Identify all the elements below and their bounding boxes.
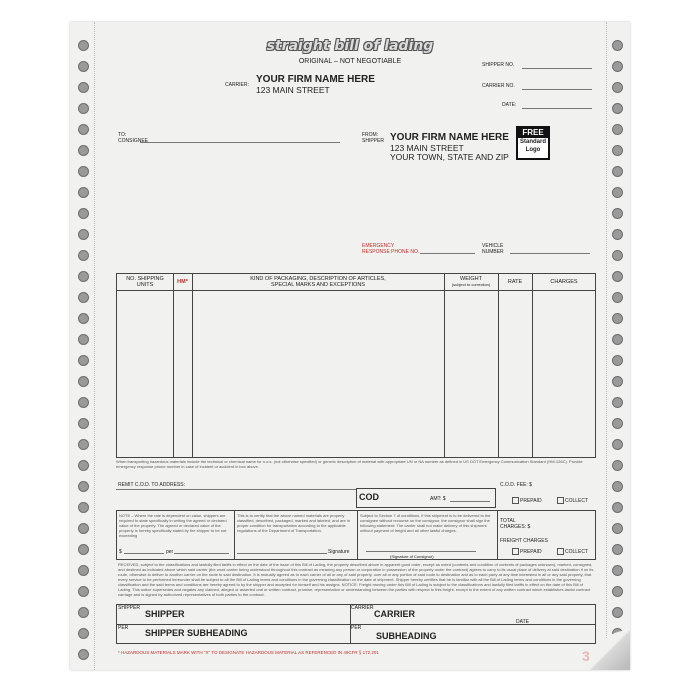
left-feed-hole <box>78 418 89 429</box>
right-feed-hole <box>612 355 623 366</box>
left-feed-hole <box>78 586 89 597</box>
hazmat-footnote: * HAZARDOUS MATERIALS MARK WITH "X" TO DESIGNATE HAZARDOUS MATERIAL AS REFERENCED IN 49CFR § 172.201 <box>118 650 379 655</box>
right-feed-hole <box>612 124 623 135</box>
col-header-weight: WEIGHT (subject to correction) <box>451 276 491 287</box>
right-feed-hole <box>612 502 623 513</box>
freight-prepaid-box[interactable] <box>512 548 519 555</box>
section7-text: Subject to Section 7 of conditions, if this shipment is to be delivered to the consignee without recourse on the consignor, the consignor shall sign the following statement: The carrier shall not make delivery of this shipment without payment of freight and all other lawful charges. <box>360 513 491 533</box>
consignor-signature-label: (Signature of Consignor) <box>390 554 434 559</box>
right-feed-hole <box>612 397 623 408</box>
per-line[interactable] <box>174 553 229 554</box>
per-label: per <box>166 549 174 555</box>
carrier-no-label: CARRIER NO. <box>482 83 515 89</box>
cod-label: COD <box>359 492 379 502</box>
cod-fee-collect-box[interactable] <box>557 497 564 504</box>
left-feed-hole <box>78 271 89 282</box>
left-feed-hole <box>78 460 89 471</box>
left-feed-hole <box>78 250 89 261</box>
cod-fee-prepaid-box[interactable] <box>512 497 519 504</box>
right-feed-hole <box>612 460 623 471</box>
left-feed-hole <box>78 355 89 366</box>
right-feed-hole <box>612 376 623 387</box>
col-header-charges: CHARGES <box>550 279 578 285</box>
col-header-rate: RATE <box>507 279 523 285</box>
right-feed-hole <box>612 313 623 324</box>
vehicle-label-2: NUMBER <box>482 249 504 255</box>
left-feed-hole <box>78 313 89 324</box>
from-shipper-label: SHIPPER <box>362 138 384 144</box>
from-street: 123 MAIN STREET <box>390 143 464 153</box>
left-feed-hole <box>78 544 89 555</box>
left-perforation <box>94 22 95 670</box>
carrier-block-value: CARRIER <box>374 609 416 619</box>
logo-free-text: FREE <box>518 128 548 138</box>
cod-amount-label: AMT: $ <box>430 496 446 502</box>
left-feed-hole <box>78 649 89 660</box>
right-feed-hole <box>612 334 623 345</box>
right-feed-hole <box>612 103 623 114</box>
left-feed-hole <box>78 334 89 345</box>
cod-fee-label: C.O.D. FEE: $ <box>500 482 532 488</box>
carrier-date-label: DATE <box>516 619 529 625</box>
to-label: TO: <box>118 132 127 138</box>
right-feed-hole <box>612 586 623 597</box>
right-feed-hole <box>612 166 623 177</box>
freight-prepaid: PREPAID <box>520 549 542 555</box>
shipper-block-value: SHIPPER <box>145 609 185 619</box>
freight-collect: COLLECT <box>565 549 589 555</box>
left-feed-hole <box>78 187 89 198</box>
hazmat-note: When transporting hazardous materials include the technical or chemical name for n.o.s. (not otherwise specified) or generic description of material with appropriate UN or NA number as defined in US DOT Emergency Communication Standard (HM-126C). Provide emergency response phone number in case of incident or accident in box above. <box>116 459 583 469</box>
right-feed-hole <box>612 208 623 219</box>
left-feed-hole <box>78 124 89 135</box>
col-header-description: KIND OF PACKAGING, DESCRIPTION OF ARTICLES, SPECIAL MARKS AND EXCEPTIONS <box>250 276 386 288</box>
carrier-label: CARRIER: <box>225 82 249 88</box>
from-firm-name: YOUR FIRM NAME HERE <box>390 132 509 143</box>
signature-label: Signature <box>328 549 350 555</box>
shipper-block-label: SHIPPER <box>118 605 140 611</box>
cod-amount-line[interactable] <box>450 501 490 502</box>
carrier-no-line[interactable] <box>522 89 592 90</box>
shipper-no-line[interactable] <box>522 68 592 69</box>
right-feed-hole <box>612 292 623 303</box>
right-feed-hole <box>612 271 623 282</box>
left-feed-hole <box>78 145 89 156</box>
left-feed-hole <box>78 607 89 618</box>
value-note: NOTE – Where the rate is dependent on value, shippers are required to state specifically in writing the agreed or declared value of the property. The agreed or declared value of the property is hereby specifically stated by the shipper to be not exceeding <box>119 513 227 538</box>
shipper-subheading: SHIPPER SUBHEADING <box>145 628 248 638</box>
form-title: straight bill of lading <box>266 38 434 54</box>
right-feed-hole <box>612 250 623 261</box>
date-label: DATE: <box>502 102 517 108</box>
from-label: FROM: <box>362 132 379 138</box>
right-feed-hole <box>612 82 623 93</box>
left-feed-hole <box>78 166 89 177</box>
logo-line-1: Standard <box>519 139 546 145</box>
left-feed-hole <box>78 565 89 576</box>
carrier-street: 123 MAIN STREET <box>256 85 330 95</box>
right-feed-hole <box>612 565 623 576</box>
right-feed-hole <box>612 607 623 618</box>
right-feed-hole <box>612 418 623 429</box>
items-table <box>116 273 596 458</box>
right-feed-hole <box>612 229 623 240</box>
form-subtitle: ORIGINAL – NOT NEGOTIABLE <box>298 58 402 65</box>
consignee-label: CONSIGNEE <box>118 138 149 144</box>
left-feed-hole <box>78 397 89 408</box>
shipper-per-label: PER <box>118 625 129 631</box>
consignee-line[interactable] <box>140 142 340 143</box>
right-feed-hole <box>612 523 623 534</box>
right-feed-hole <box>612 145 623 156</box>
total-charges-label-2: CHARGES: $ <box>500 524 531 530</box>
right-feed-hole <box>612 187 623 198</box>
bill-of-lading-form: straight bill of lading ORIGINAL – NOT NEGOTIABLE SHIPPER NO. CARRIER NO. DATE: CARRIER: YOUR FIRM NAME HERE 123 MAIN STREET TO: CONSIGNEE FROM: SHIPPER YOUR FIRM NAME HERE 123 MAIN STREET YOUR TOWN, STATE AND ZIP FREE Standard Logo EMERGENCY RESPONSE PHONE NO. VEHICLE NUMBER NO. SHIPPING UNITS HM* KIND OF PACKAGING, DESCRIPTION OF ARTICLES, SPECIAL MARKS AND EXCEPTIONS WEIGHT (subject to correction) RATE CHARGES When transporting hazardous materials include the technical or chemical name for n.o.s. (not otherwise specified) or generic description of material with appropriate UN or NA number as defined in US DOT Emergency Communication Standard (HM-126C). Provide emergency response phone number in case of incident or accident in box above. REMIT C.O.D. TO ADDRESS: COD AMT: $ C.O.D. FEE: $ PREPAID COLLECT NOTE – Where the rate is dependent on value, shippers are required to state specifically in writing the agreed or declared value of the property. The agreed or declared value of the property is hereby specifically stated by the shipper to be not exceeding $ per This is to certify that the above named materials are properly classified, described, packaged, marked and labeled, and are in proper condition for transportation according to the applicable regulations of the Department of Transportation. Signature Subject to Section 7 of conditions, if this shipment is to be delivered to the consignee without recourse on the consignor, the consignor shall sign the following statement: The carrier shall not make delivery of this shipment without payment of freight and all other lawful charges. (Signature of Consignor) TOTAL CHARGES: $ FREIGHT CHARGES PREPAID COLLECT RECEIVED, subject to the classifications and lawfully filed tariffs in effect on the date of the issue of this Bill of Lading, the property described above in apparent good order, except as noted (contents and condition of contents of packages unknown), marked, consigned, and destined as indicated above which said carrier (the word carrier being understood throughout this contract as meaning any person or corporation in possession of the property under the contract) agrees to carry to its usual place of delivery at said destination if on its route, otherwise to deliver to another carrier on the route to said destination. It is mutually agreed as to each carrier of all or any of said property, over all or any portion of said route to destination and as to each party at any time interested in all or any said property, that every service to be performed hereunder shall be subject to all the Bill of Lading terms and conditions in the governing classification on the date of shipment. Shipper hereby certifies that he is familiar with all the Bill of Lading terms and conditions in the governing classification and the said terms and conditions are hereby agreed to by the shipper and accepted for himself and his assigns. NOTICE: Freight moving under this Bill of Lading is subject to the classifications and lawfully filed tariffs in effect on the date of this Bill of Lading. This notice supersedes and negates any claimed, alleged or asserted oral or written contract, promise, representation or understanding between the parties with respect to this freight, except to the extent of any written contract which establishes lawful contract carriage and is signed by authorized representatives of both parties to the contract. SHIPPER SHIPPER CARRIER CARRIER PER SHIPPER SUBHEADING PER DATE SUBHEADING * HAZARDOUS MATERIALS MARK WITH "X" TO DESIGNATE HAZARDOUS MATERIAL AS REFERENCED IN 49CFR § 172.201 <box>70 22 630 670</box>
left-feed-hole <box>78 82 89 93</box>
right-feed-hole <box>612 544 623 555</box>
cod-fee-prepaid: PREPAID <box>520 498 542 504</box>
carrier-subheading: SUBHEADING <box>376 631 437 641</box>
col-header-units: NO. SHIPPING UNITS <box>126 276 164 288</box>
declared-value-line[interactable] <box>124 553 164 554</box>
standard-logo-badge <box>516 126 550 160</box>
logo-line-2: Logo <box>525 147 541 153</box>
freight-collect-box[interactable] <box>557 548 564 555</box>
total-charges-label-1: TOTAL <box>500 518 516 524</box>
left-feed-hole <box>78 229 89 240</box>
cod-fee-collect: COLLECT <box>565 498 589 504</box>
vehicle-number-line[interactable] <box>510 253 590 254</box>
left-feed-hole <box>78 502 89 513</box>
freight-charges-label: FREIGHT CHARGES <box>500 538 548 544</box>
right-feed-hole <box>612 481 623 492</box>
certify-text: This is to certify that the above named materials are properly classified, described, packaged, marked and labeled, and are in proper condition for transportation according to the applicable regulations of the Department of Transportation. <box>237 513 350 533</box>
from-city: YOUR TOWN, STATE AND ZIP <box>390 152 509 162</box>
date-line[interactable] <box>522 108 592 109</box>
signature-line[interactable] <box>237 553 327 554</box>
left-feed-hole <box>78 292 89 303</box>
remit-cod-label: REMIT C.O.D. TO ADDRESS: <box>118 482 185 488</box>
copy-number: 3 <box>582 648 590 664</box>
emergency-label-1: EMERGENCY <box>362 243 395 249</box>
emergency-phone-line[interactable] <box>420 253 475 254</box>
left-feed-hole <box>78 523 89 534</box>
left-feed-hole <box>78 103 89 114</box>
received-terms: RECEIVED, subject to the classifications and lawfully filed tariffs in effect on the date of the issue of this Bill of Lading, the property described above in apparent good order, except as noted (contents and condition of contents of packages unknown), marked, consigned, and destined as indicated above which said carrier (the word carrier being understood throughout this contract as meaning any person or corporation in possession of the property under the contract) agrees to carry to its usual place of delivery at said destination if on its route, otherwise to deliver to another carrier on the route to said destination. It is mutually agreed as to each carrier of all or any of said property, over all or any portion of said route to destination and as to each party at any time interested in all or any said property, that every service to be performed hereunder shall be subject to all the Bill of Lading terms and conditions in the governing classification on the date of shipment. Shipper hereby certifies that he is familiar with all the Bill of Lading terms and conditions in the governing classification and the said terms and conditions are hereby agreed to by the shipper and accepted for himself and his assigns. NOTICE: Freight moving under this Bill of Lading is subject to the classifications and lawfully filed tariffs in effect on the date of this Bill of Lading. This notice supersedes and negates any claimed, alleged or asserted oral or written contract, promise, representation or understanding between the parties with respect to this freight, except to the extent of any written contract which establishes lawful contract carriage and is signed by authorized representatives of both parties to the contract. <box>118 562 594 597</box>
carrier-per-label: PER <box>351 625 362 631</box>
consignor-signature-line[interactable] <box>366 551 476 552</box>
left-feed-hole <box>78 481 89 492</box>
left-feed-hole <box>78 376 89 387</box>
left-feed-hole <box>78 628 89 639</box>
right-perforation <box>606 22 607 670</box>
emergency-label-2: RESPONSE PHONE NO. <box>362 249 420 255</box>
left-feed-hole <box>78 208 89 219</box>
right-feed-hole <box>612 439 623 450</box>
vehicle-label-1: VEHICLE <box>482 243 504 249</box>
carrier-firm-name: YOUR FIRM NAME HERE <box>256 74 375 85</box>
col-header-hm: HM* <box>177 279 188 285</box>
left-feed-hole <box>78 439 89 450</box>
shipper-no-label: SHIPPER NO. <box>482 62 515 68</box>
carrier-block-label: CARRIER <box>351 605 374 611</box>
